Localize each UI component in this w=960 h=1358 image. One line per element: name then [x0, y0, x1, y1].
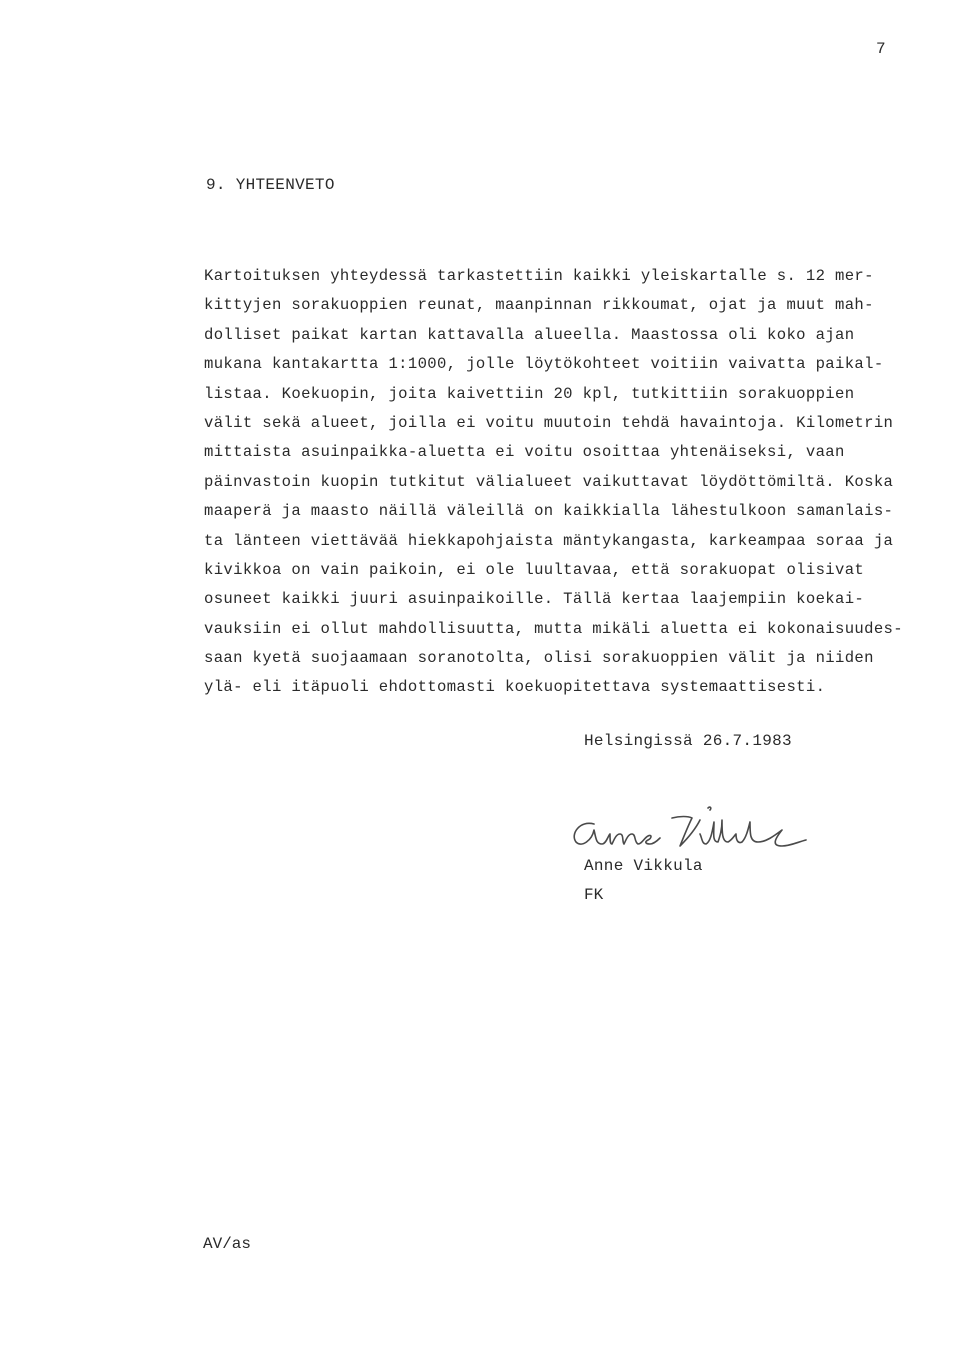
text-line: vauksiin ei ollut mahdollisuutta, mutta mikäli aluetta ei kokonaisuudes- — [204, 619, 903, 638]
page-number: 7 — [876, 40, 886, 58]
text-line: ylä- eli itäpuoli ehdottomasti koekuopitettava systemaattisesti. — [204, 678, 826, 697]
typist-initials: AV/as — [203, 1235, 252, 1253]
text-line: kittyjen sorakuoppien reunat, maanpinnan rikkoumat, ojat ja muut mah- — [204, 296, 874, 315]
text-line: Kartoituksen yhteydessä tarkastettiin kaikki yleiskartalle s. 12 mer- — [204, 267, 874, 285]
text-line: päinvastoin kuopin tutkitut välialueet vaikuttavat löydöttömiltä. Koska — [204, 472, 894, 491]
signer-name: Anne Vikkula — [584, 857, 703, 875]
signer-title: FK — [584, 886, 604, 904]
text-line: listaa. Koekuopin, joita kaivettiin 20 kpl, tutkittiin sorakuoppien — [204, 384, 855, 403]
text-line: maaperä ja maasto näillä väleillä on kaikkialla lähestulkoon samanlais- — [204, 502, 894, 521]
text-line: mittaista asuinpaikka-aluetta ei voitu osoittaa yhtenäiseksi, vaan — [204, 443, 845, 462]
text-line: dolliset paikat kartan kattavalla alueella. Maastossa oli koko ajan — [204, 325, 855, 344]
text-line: ta länteen viettävää hiekkapohjaista mäntykangasta, karkeampaa soraa ja — [204, 531, 894, 550]
text-line: kivikkoa on vain paikoin, ei ole luultavaa, että sorakuopat olisivat — [204, 560, 865, 579]
place-date: Helsingissä 26.7.1983 — [584, 732, 792, 750]
text-line: saan kyetä suojaamaan soranotolta, olisi sorakuoppien välit ja niiden — [204, 649, 874, 668]
text-line: osuneet kaikki juuri asuinpaikoille. Tällä kertaa laajempiin koekai- — [204, 590, 865, 609]
section-heading: 9. YHTEENVETO — [206, 176, 335, 194]
summary-text — [204, 262, 924, 703]
text-line: mukana kantakartta 1:1000, jolle löytökohteet voitiin vaivatta paikal- — [204, 355, 884, 374]
text-line: välit sekä alueet, joilla ei voitu muutoin tehdä havaintoja. Kilometrin — [204, 413, 894, 432]
